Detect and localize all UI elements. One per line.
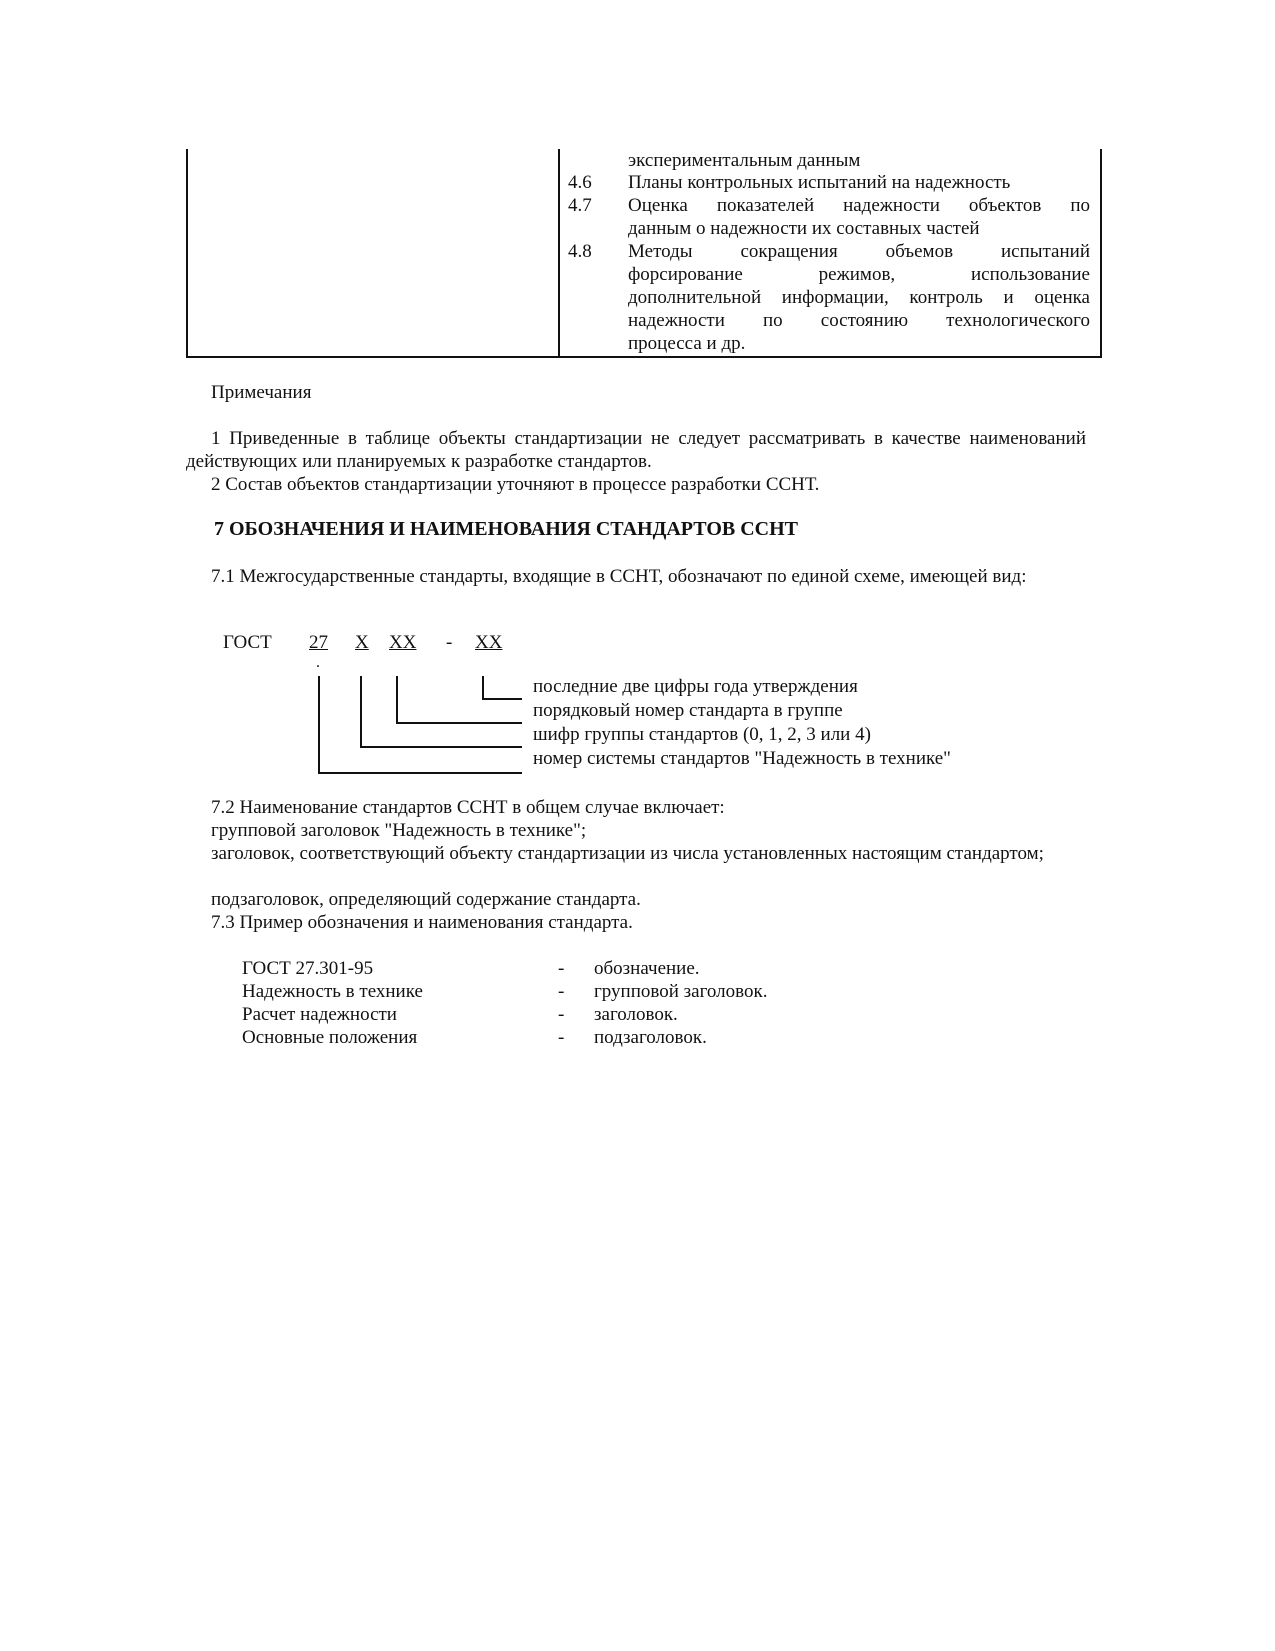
example-dash: - (558, 958, 565, 979)
paragraph-7-2-item: заголовок, соответствующий объекту стандартизации из числа установленных настоящим стандартом; (211, 843, 1044, 864)
example-right: обозначение. (594, 958, 700, 979)
scheme-dash: - (446, 632, 453, 653)
scheme-dot: . (316, 654, 320, 671)
example-dash: - (558, 1004, 565, 1025)
scheme-group-code: Х (355, 632, 369, 653)
section-heading: 7 ОБОЗНАЧЕНИЯ И НАИМЕНОВАНИЯ СТАНДАРТОВ ССНТ (214, 518, 799, 540)
table-column-divider (558, 149, 560, 356)
table-row-text: Планы контрольных испытаний на надежность (628, 172, 1011, 193)
scheme-connector (318, 772, 522, 774)
scheme-label: последние две цифры года утверждения (533, 676, 858, 697)
table-cont-text: экспериментальным данным (628, 150, 861, 171)
example-right: подзаголовок. (594, 1027, 707, 1048)
table-row-text: данным о надежности их составных частей (628, 218, 980, 239)
scheme-connector (396, 722, 522, 724)
paragraph-7-2-item: групповой заголовок "Надежность в технике"; (211, 820, 587, 841)
paragraph-7-3: 7.3 Пример обозначения и наименования стандарта. (211, 912, 633, 933)
example-left: ГОСТ 27.301-95 (242, 958, 374, 979)
scheme-connector (482, 698, 522, 700)
scheme-label: номер системы стандартов "Надежность в технике" (533, 748, 951, 769)
table-row-text: надежности по состоянию технологического (628, 310, 1090, 331)
scheme-connector (360, 746, 522, 748)
table-row-text: процесса и др. (628, 333, 746, 354)
scheme-connector (360, 676, 362, 748)
note-2: 2 Состав объектов стандартизации уточняют в процессе разработки ССНТ. (211, 474, 820, 495)
scheme-serial-number: ХХ (389, 632, 417, 653)
example-left: Расчет надежности (242, 1004, 397, 1025)
paragraph-7-1: 7.1 Межгосударственные стандарты, входящие в ССНТ, обозначают по единой схеме, имеющей вид: (211, 566, 1027, 587)
scheme-gost: ГОСТ (223, 632, 272, 653)
table-row-text: дополнительной информации, контроль и оценка (628, 287, 1090, 308)
scheme-connector (396, 676, 398, 724)
paragraph-7-2-item: подзаголовок, определяющий содержание стандарта. (211, 889, 641, 910)
example-right: заголовок. (594, 1004, 678, 1025)
table-row-text: форсирование режимов, использование (628, 264, 1090, 285)
example-left: Основные положения (242, 1027, 418, 1048)
table-row-num: 4.8 (568, 241, 592, 262)
table-row-text: Методы сокращения объемов испытаний (628, 241, 1090, 262)
scheme-year: ХХ (475, 632, 503, 653)
table-row-text: Оценка показателей надежности объектов по (628, 195, 1090, 216)
example-left: Надежность в технике (242, 981, 423, 1002)
example-right: групповой заголовок. (594, 981, 768, 1002)
scheme-label: порядковый номер стандарта в группе (533, 700, 843, 721)
notes-title: Примечания (211, 382, 312, 403)
scheme-label: шифр группы стандартов (0, 1, 2, 3 или 4) (533, 724, 871, 745)
example-dash: - (558, 981, 565, 1002)
scheme-system-number: 27 (309, 632, 328, 653)
scheme-connector (318, 676, 320, 774)
note-1: 1 Приведенные в таблице объекты стандартизации не следует рассматривать в качестве наименований действующих или планируемых к разработке стандартов. (186, 428, 1086, 472)
table-row-num: 4.7 (568, 195, 592, 216)
scheme-connector (482, 676, 484, 700)
paragraph-7-2: 7.2 Наименование стандартов ССНТ в общем случае включает: (211, 797, 725, 818)
example-dash: - (558, 1027, 565, 1048)
table-row-num: 4.6 (568, 172, 592, 193)
